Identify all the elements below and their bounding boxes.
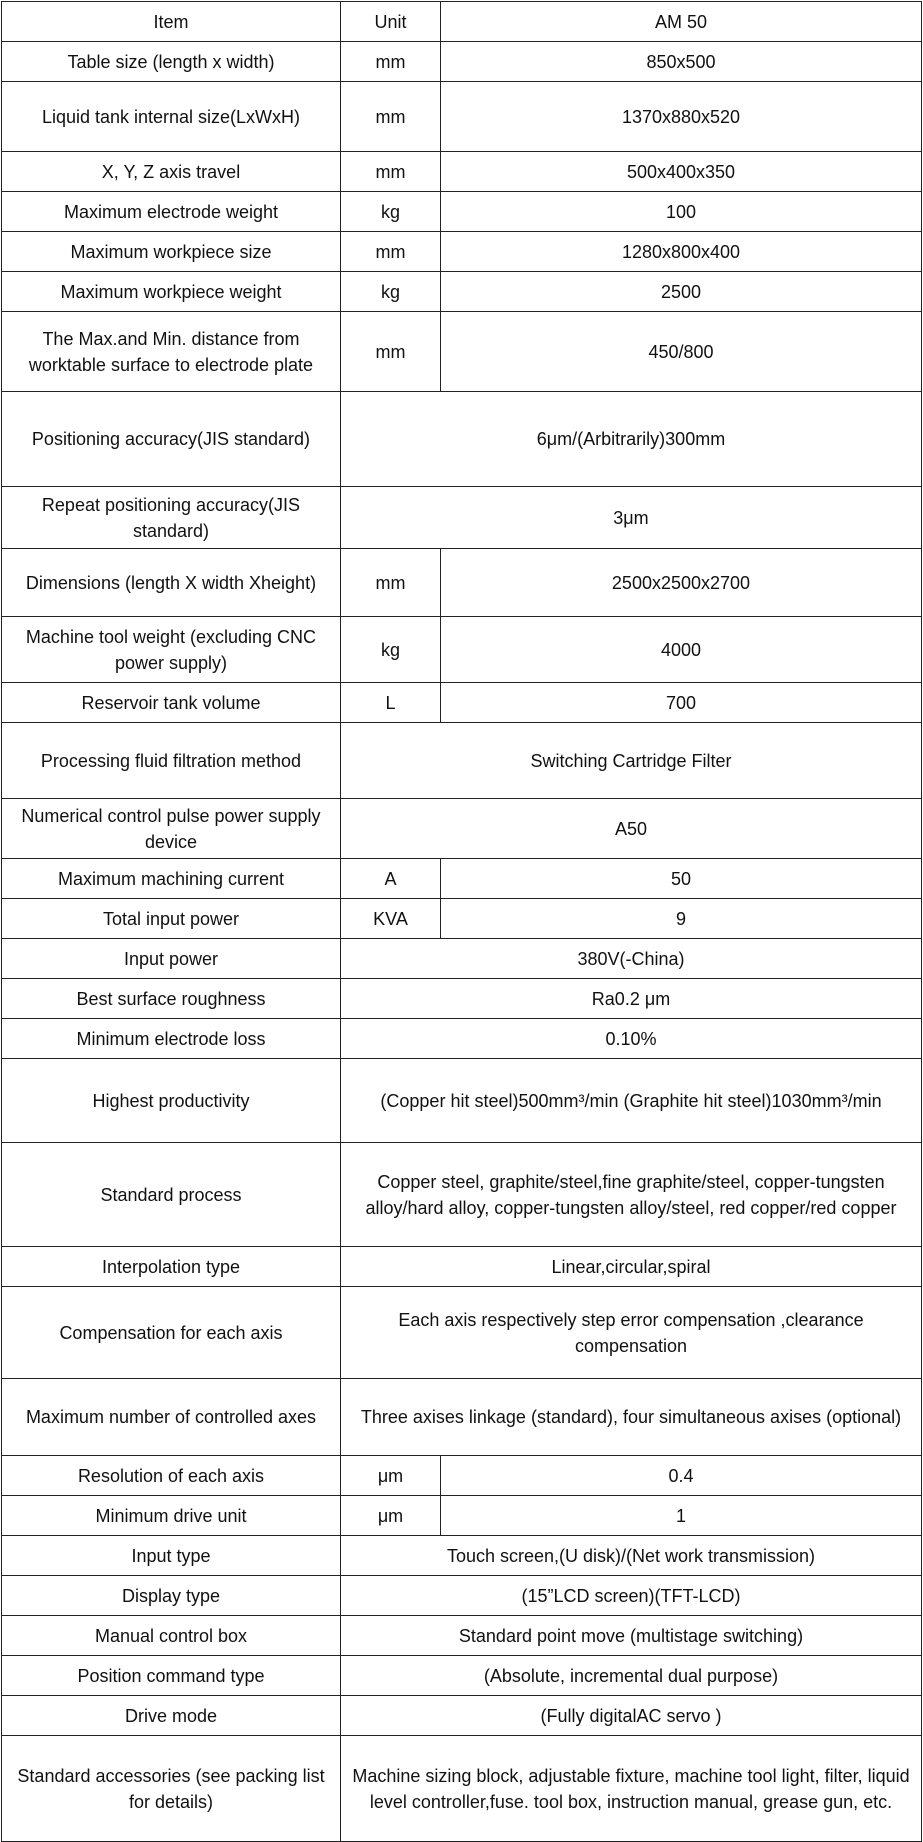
value-cell-merged: 380V(-China) [341, 939, 922, 979]
item-cell: The Max.and Min. distance from worktable surface to electrode plate [2, 312, 341, 392]
value-cell: 500x400x350 [441, 152, 922, 192]
item-cell: Machine tool weight (excluding CNC power supply) [2, 617, 341, 683]
value-cell-merged: Touch screen,(U disk)/(Net work transmission) [341, 1536, 922, 1576]
value-cell: 9 [441, 899, 922, 939]
table-row [2, 899, 922, 939]
unit-cell: mm [341, 312, 441, 392]
unit-cell: mm [341, 152, 441, 192]
item-cell: X, Y, Z axis travel [2, 152, 341, 192]
value-cell: 1370x880x520 [441, 82, 922, 152]
item-cell: Display type [2, 1576, 341, 1616]
value-cell: 100 [441, 192, 922, 232]
unit-cell: μm [341, 1456, 441, 1496]
item-cell: Manual control box [2, 1616, 341, 1656]
item-cell: Position command type [2, 1656, 341, 1696]
unit-cell: kg [341, 192, 441, 232]
value-cell-merged: (Fully digitalAC servo ) [341, 1696, 922, 1736]
table-row [2, 1456, 922, 1496]
value-cell-merged: (15”LCD screen)(TFT-LCD) [341, 1576, 922, 1616]
header-unit: Unit [341, 2, 441, 42]
item-cell: Maximum workpiece size [2, 232, 341, 272]
item-cell: Drive mode [2, 1696, 341, 1736]
value-cell-merged: A50 [341, 799, 922, 859]
item-cell: Reservoir tank volume [2, 683, 341, 723]
table-row [2, 1496, 922, 1536]
table-row [2, 799, 922, 859]
value-cell-merged: (Copper hit steel)500mm³/min (Graphite hit steel)1030mm³/min [341, 1059, 922, 1143]
item-cell: Minimum drive unit [2, 1496, 341, 1536]
item-cell: Input power [2, 939, 341, 979]
table-row [2, 1287, 922, 1379]
table-row [2, 1696, 922, 1736]
table-row [2, 1379, 922, 1456]
value-cell-merged: 0.10% [341, 1019, 922, 1059]
header-row [2, 2, 922, 42]
value-cell: 450/800 [441, 312, 922, 392]
table-row [2, 1143, 922, 1247]
table-row [2, 1247, 922, 1287]
table-row [2, 1736, 922, 1842]
item-cell: Compensation for each axis [2, 1287, 341, 1379]
value-cell-merged: Standard point move (multistage switching) [341, 1616, 922, 1656]
table-row [2, 312, 922, 392]
table-row [2, 1059, 922, 1143]
value-cell: 4000 [441, 617, 922, 683]
value-cell-merged: Each axis respectively step error compensation ,clearance compensation [341, 1287, 922, 1379]
item-cell: Best surface roughness [2, 979, 341, 1019]
table-row [2, 392, 922, 487]
item-cell: Resolution of each axis [2, 1456, 341, 1496]
value-cell-merged: Ra0.2 μm [341, 979, 922, 1019]
item-cell: Minimum electrode loss [2, 1019, 341, 1059]
value-cell-merged: Copper steel, graphite/steel,fine graphite/steel, copper-tungsten alloy/hard alloy, copper-tungsten alloy/steel, red copper/red copper [341, 1143, 922, 1247]
table-row [2, 42, 922, 82]
table-row [2, 232, 922, 272]
item-cell: Positioning accuracy(JIS standard) [2, 392, 341, 487]
item-cell: Standard accessories (see packing list for details) [2, 1736, 341, 1842]
item-cell: Numerical control pulse power supply device [2, 799, 341, 859]
value-cell-merged: 6μm/(Arbitrarily)300mm [341, 392, 922, 487]
header-item: Item [2, 2, 341, 42]
value-cell-merged: (Absolute, incremental dual purpose) [341, 1656, 922, 1696]
item-cell: Liquid tank internal size(LxWxH) [2, 82, 341, 152]
item-cell: Input type [2, 1536, 341, 1576]
item-cell: Maximum number of controlled axes [2, 1379, 341, 1456]
table-row [2, 683, 922, 723]
table-row [2, 1536, 922, 1576]
table-row [2, 1616, 922, 1656]
item-cell: Processing fluid filtration method [2, 723, 341, 799]
table-row [2, 1656, 922, 1696]
value-cell: 1280x800x400 [441, 232, 922, 272]
item-cell: Maximum workpiece weight [2, 272, 341, 312]
value-cell: 50 [441, 859, 922, 899]
table-row [2, 1576, 922, 1616]
table-row [2, 487, 922, 549]
unit-cell: μm [341, 1496, 441, 1536]
spec-table [1, 1, 922, 1842]
item-cell: Standard process [2, 1143, 341, 1247]
value-cell: 2500x2500x2700 [441, 549, 922, 617]
value-cell: 1 [441, 1496, 922, 1536]
value-cell-merged: Machine sizing block, adjustable fixture, machine tool light, filter, liquid level controller,fuse. tool box, instruction manual, grease gun, etc. [341, 1736, 922, 1842]
unit-cell: A [341, 859, 441, 899]
unit-cell: mm [341, 82, 441, 152]
unit-cell: mm [341, 549, 441, 617]
unit-cell: kg [341, 617, 441, 683]
table-row [2, 272, 922, 312]
table-row [2, 152, 922, 192]
unit-cell: KVA [341, 899, 441, 939]
item-cell: Table size (length x width) [2, 42, 341, 82]
table-row [2, 1019, 922, 1059]
item-cell: Total input power [2, 899, 341, 939]
table-row [2, 192, 922, 232]
value-cell-merged: Three axises linkage (standard), four simultaneous axises (optional) [341, 1379, 922, 1456]
value-cell: 700 [441, 683, 922, 723]
table-row [2, 82, 922, 152]
value-cell-merged: Switching Cartridge Filter [341, 723, 922, 799]
value-cell: 2500 [441, 272, 922, 312]
value-cell-merged: Linear,circular,spiral [341, 1247, 922, 1287]
value-cell: 0.4 [441, 1456, 922, 1496]
header-model: AM 50 [441, 2, 922, 42]
table-row [2, 723, 922, 799]
table-row [2, 859, 922, 899]
unit-cell: mm [341, 232, 441, 272]
value-cell-merged: 3μm [341, 487, 922, 549]
unit-cell: mm [341, 42, 441, 82]
table-row [2, 549, 922, 617]
item-cell: Maximum machining current [2, 859, 341, 899]
item-cell: Dimensions (length X width Xheight) [2, 549, 341, 617]
unit-cell: kg [341, 272, 441, 312]
table-row [2, 979, 922, 1019]
unit-cell: L [341, 683, 441, 723]
item-cell: Maximum electrode weight [2, 192, 341, 232]
value-cell: 850x500 [441, 42, 922, 82]
item-cell: Highest productivity [2, 1059, 341, 1143]
item-cell: Interpolation type [2, 1247, 341, 1287]
table-row [2, 617, 922, 683]
item-cell: Repeat positioning accuracy(JIS standard) [2, 487, 341, 549]
table-row [2, 939, 922, 979]
